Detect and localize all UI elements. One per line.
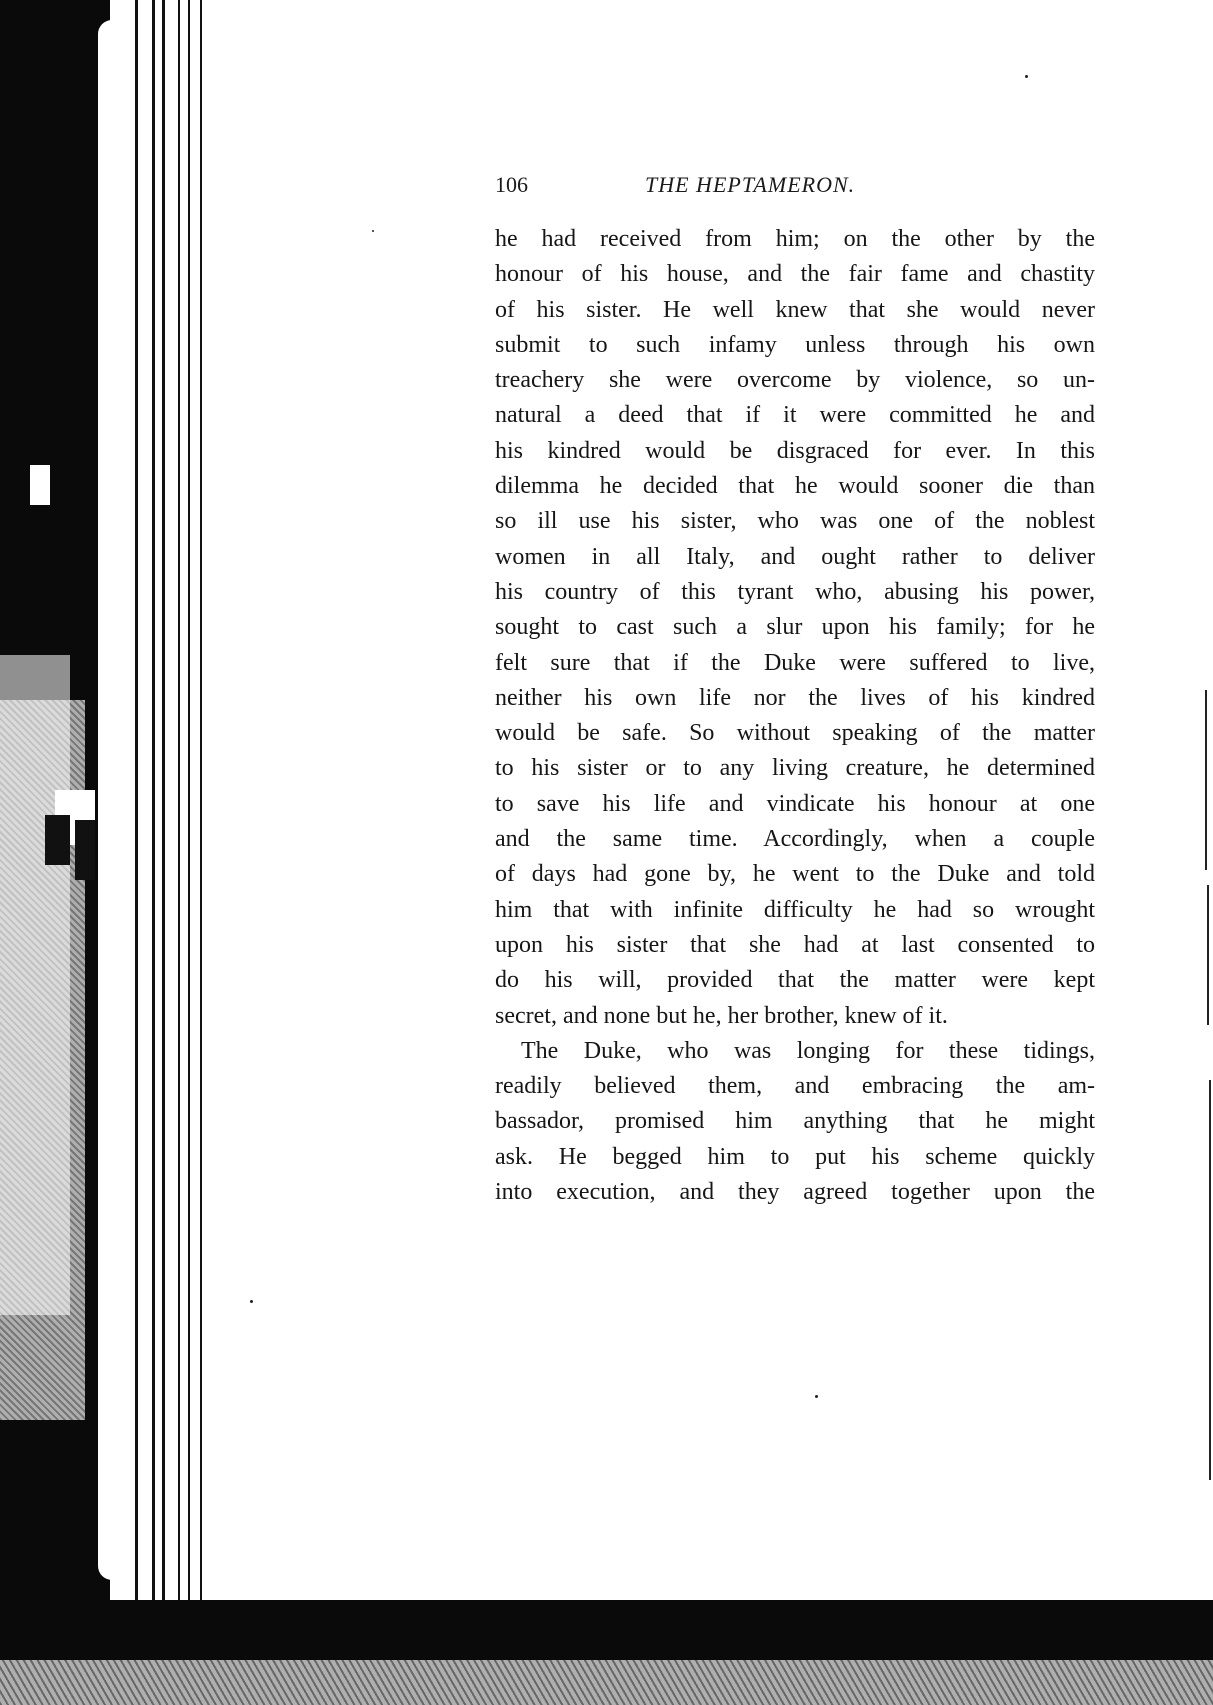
right-edge-mark: [1209, 1080, 1211, 1480]
scan-speck: [250, 1300, 253, 1303]
text-line: submit to such infamy unless through his own: [495, 331, 1095, 358]
scan-artifact: [0, 655, 70, 1315]
running-head: [495, 172, 1095, 206]
text-line: his kindred would be disgraced for ever. In this: [495, 437, 1095, 464]
page-edge-line: [135, 0, 138, 1600]
scan-speck: [1025, 75, 1028, 78]
text-line: would be safe. So without speaking of the matter: [495, 720, 1095, 747]
scan-artifact: [75, 820, 95, 880]
text-line: so ill use his sister, who was one of the noblest: [495, 508, 1095, 535]
paragraph: [495, 1034, 1095, 1210]
text-line: to his sister or to any living creature, he determined: [495, 755, 1095, 782]
text-line: honour of his house, and the fair fame and chastity: [495, 261, 1095, 288]
paragraph: [495, 222, 1095, 1034]
text-line: of his sister. He well knew that she would never: [495, 296, 1095, 323]
scan-speck: [815, 1395, 818, 1398]
text-line: women in all Italy, and ought rather to deliver: [495, 543, 1095, 570]
text-line: The Duke, who was longing for these tidings,: [521, 1037, 1095, 1064]
scan-speck: [372, 230, 374, 232]
text-line: sought to cast such a slur upon his family; for he: [495, 614, 1095, 641]
text-line: natural a deed that if it were committed he and: [495, 402, 1095, 429]
text-line: treachery she were overcome by violence, so un-: [495, 367, 1095, 394]
text-line: readily believed them, and embracing the am-: [495, 1073, 1095, 1100]
text-line: felt sure that if the Duke were suffered to live,: [495, 649, 1095, 676]
body-text: [495, 222, 1095, 1210]
page-edge-line: [200, 0, 202, 1600]
text-line: to save his life and vindicate his honour at one: [495, 790, 1095, 817]
text-line: into execution, and they agreed together upon the: [495, 1179, 1095, 1206]
scan-artifact: [30, 465, 50, 505]
page-edge-line: [152, 0, 155, 1600]
text-line: do his will, provided that the matter were kept: [495, 967, 1095, 994]
text-line: dilemma he decided that he would sooner die than: [495, 473, 1095, 500]
running-title: THE HEPTAMERON.: [645, 172, 856, 197]
page-edge-line: [188, 0, 190, 1600]
text-line: of days had gone by, he went to the Duke and told: [495, 861, 1095, 888]
scan-artifact: [45, 815, 70, 865]
text-line: bassador, promised him anything that he might: [495, 1108, 1095, 1135]
bottom-edge-texture: [0, 1660, 1213, 1705]
text-line: his country of this tyrant who, abusing his power,: [495, 578, 1095, 605]
page-edge-highlight: [98, 20, 126, 1580]
text-line: neither his own life nor the lives of his kindred: [495, 684, 1095, 711]
text-line: him that with infinite difficulty he had so wrought: [495, 896, 1095, 923]
right-edge-mark: [1207, 885, 1209, 1025]
text-line: ask. He begged him to put his scheme quickly: [495, 1143, 1095, 1170]
text-line: he had received from him; on the other by the: [495, 226, 1095, 252]
text-line: and the same time. Accordingly, when a couple: [495, 826, 1095, 853]
page-edge-line: [162, 0, 165, 1600]
text-line: upon his sister that she had at last consented to: [495, 931, 1095, 958]
page-edge-line: [178, 0, 180, 1600]
right-edge-mark: [1205, 690, 1207, 870]
text-line: secret, and none but he, her brother, knew of it.: [495, 1002, 948, 1029]
page-number: 106: [495, 172, 528, 197]
